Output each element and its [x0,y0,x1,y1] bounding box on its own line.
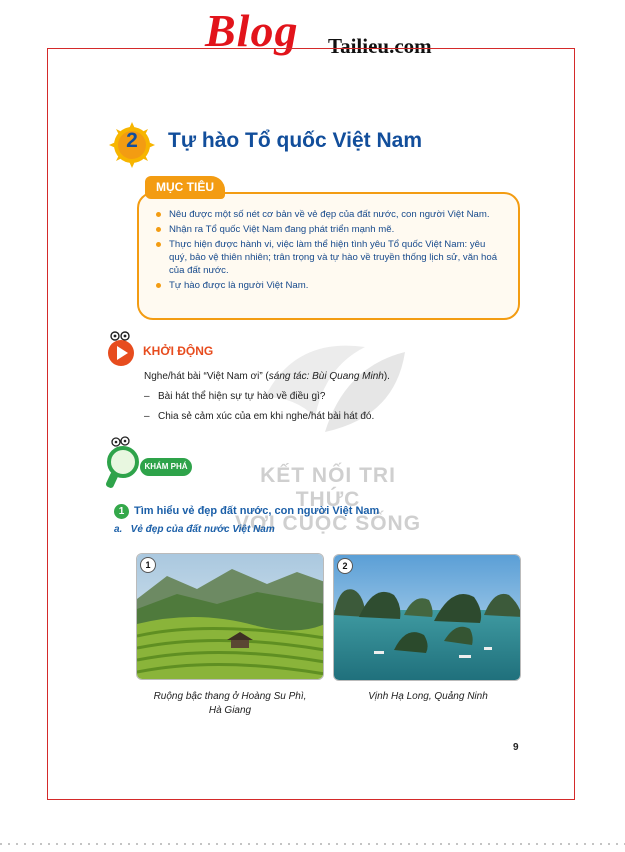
photo-ha-long-bay [333,554,521,681]
footer-line [0,842,625,846]
photo-number: 2 [337,558,353,574]
photo-caption-line: Hà Giang [208,705,252,716]
objective-item: Nhận ra Tổ quốc Việt Nam đang phát triển mạnh mẽ. [169,223,502,236]
warmup-intro-author: sáng tác: Bùi Quang Minh [268,371,384,382]
objectives-heading: MỤC TIÊU [145,176,225,199]
warmup-heading: KHỞI ĐỘNG [143,344,214,358]
section-number: 1 [114,504,129,519]
photo-rice-terraces [136,553,324,680]
warmup-body [144,367,390,427]
subsection-title: a. Vẻ đẹp của đất nước Việt Nam [114,524,275,535]
logo-sub: Tailieu.com [328,34,432,58]
explore-heading: KHÁM PHÁ [140,458,192,476]
section-title: Tìm hiểu vẻ đẹp đất nước, con người Việt Nam [134,505,380,517]
warmup-question: – Bài hát thể hiện sự tự hào về điều gì? [144,387,390,407]
photo-caption [130,690,330,718]
warmup-intro-main: Nghe/hát bài “Việt Nam ơi” ( [144,371,269,382]
photo-caption-line: Ruộng bậc thang ở Hoàng Su Phì, [153,691,307,702]
watermark-line-1: KẾT NỐI TRI THỨC [260,464,396,511]
photo-caption-line: Vịnh Hạ Long, Quảng Ninh [368,691,488,702]
objectives-list [139,194,518,292]
objective-item: Nêu được một số nét cơ bản về vẻ đẹp của đất nước, con người Việt Nam. [169,208,502,221]
objective-item: Tự hào được là người Việt Nam. [169,279,502,292]
warmup-intro-end: ). [383,371,390,382]
photo-caption [328,690,528,704]
lesson-number: 2 [126,129,138,152]
page-number: 9 [513,742,519,753]
objective-item: Thực hiện được hành vi, việc làm thể hiện tình yêu Tổ quốc Việt Nam: yêu quý, bảo vệ thiên nhiên; trân trọng và tự hào về truyền thống lịch sử, văn hoá của đất nước. [169,238,502,277]
warmup-intro [144,367,390,387]
watermark-line-2: VỚI CUỘC SỐNG [234,512,422,535]
lesson-title: Tự hào Tổ quốc Việt Nam [168,129,423,152]
play-button-icon [106,331,136,367]
photo-number: 1 [140,557,156,573]
logo-main: Blog [205,5,299,56]
warmup-question: – Chia sẻ cảm xúc của em khi nghe/hát bài hát đó. [144,407,390,427]
objectives-box [137,192,520,320]
